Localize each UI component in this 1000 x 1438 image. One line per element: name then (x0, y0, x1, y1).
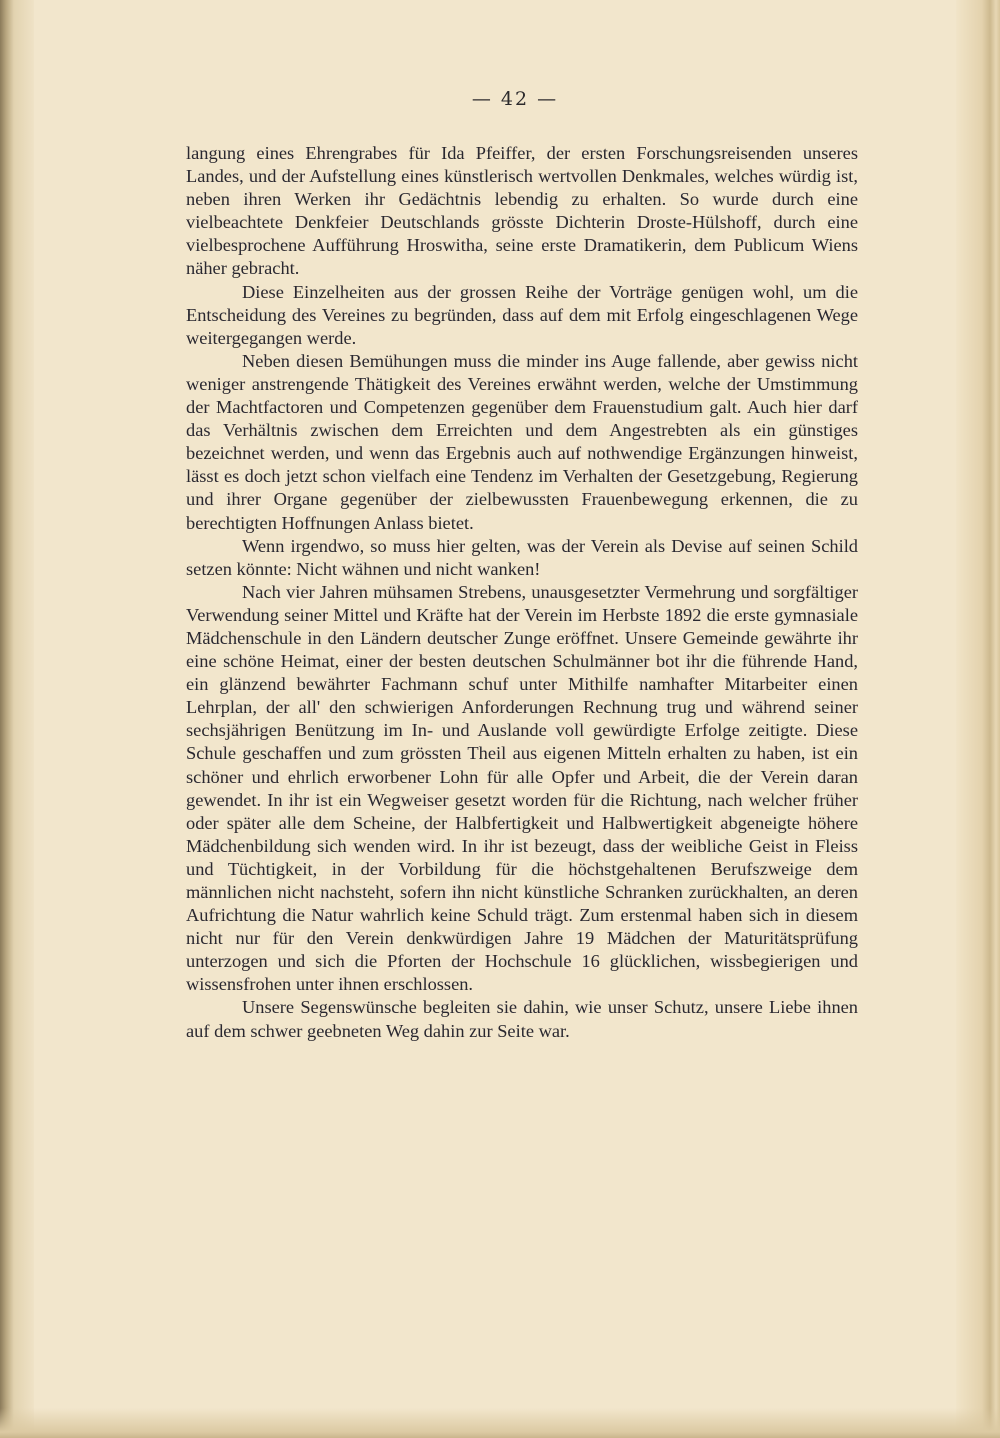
page-binding-edge (0, 0, 34, 1438)
paragraph: Wenn irgendwo, so muss hier gelten, was der Verein als Devise auf seinen Schild setzen könnte: Nicht wähnen und nicht wanken! (186, 535, 858, 579)
paragraph: langung eines Ehrengrabes für Ida Pfeiffer, der ersten Forschungsreisenden unseres Landes, und der Aufstellung eines künstlerisch wertvollen Denkmales, welches würdig ist, neben ihren Werken ihr Gedächtnis lebendig zu erhalten. So wurde durch eine vielbeachtete Denkfeier Deutschlands grösste Dichterin Droste-Hülshoff, durch eine vielbesprochene Aufführung Hroswitha, seine erste Dramatikerin, dem Publicum Wiens näher gebracht. (186, 143, 858, 279)
paragraph: Diese Einzelheiten aus der grossen Reihe der Vorträge genügen wohl, um die Entscheidung des Vereines zu begründen, dass auf dem mit Erfolg eingeschlagenen Wege weitergegangen werde. (186, 281, 858, 348)
paragraph: Neben diesen Bemühungen muss die minder ins Auge fallende, aber gewiss nicht weniger anstrengende Thätigkeit des Vereines erwähnt werden, welche der Umstimmung der Machtfactoren und Competenzen gegenüber dem Frauenstudium galt. Auch hier darf das Verhältnis zwischen dem Erreichten und dem Angestrebten als ein günstiges bezeichnet werden, und wenn das Ergebnis auch auf nothwendige Ergänzungen hinweist, lässt es doch jetzt schon vielfach eine Tendenz im Verhalten der Gesetzgebung, Regierung und ihrer Organe gegenüber der zielbewussten Frauenbewegung erkennen, die zu berechtigten Hoffnungen Anlass bietet. (186, 350, 858, 533)
page-fore-edge (956, 0, 1000, 1438)
page-bottom-edge (0, 1408, 1000, 1438)
paragraph: Nach vier Jahren mühsamen Strebens, unausgesetzter Vermehrung und sorgfältiger Verwendung seiner Mittel und Kräfte hat der Verein im Herbste 1892 die erste gymnasiale Mädchenschule in den Ländern deutscher Zunge eröffnet. Unsere Gemeinde gewährte ihr eine schöne Heimat, einer der besten deutschen Schulmänner bot ihr die führende Hand, ein glänzend bewährter Fachmann schuf unter Mithilfe namhafter Mitarbeiter einen Lehrplan, der all' den schwierigen Anforderungen Rechnung trug und während seiner sechsjährigen Benützung im In- und Auslande voll gewürdigte Erfolge zeitigte. Diese Schule geschaffen und zum grössten Theil aus eigenen Mitteln erhalten zu haben, ist ein schöner und ehrlich erworbener Lohn für alle Opfer und Arbeit, die der Verein daran gewendet. In ihr ist ein Wegweiser gesetzt worden für die Richtung, nach welcher früher oder später alle dem Scheine, der Halbfertigkeit und Halbwertigkeit abgeneigte höhere Mädchenbildung sich wenden wird. In ihr ist bezeugt, dass der weibliche Geist in Fleiss und Tüchtigkeit, in der Vorbildung für die höchstgehaltenen Berufszweige dem männlichen nicht nachsteht, sofern ihn nicht künstliche Schranken zurückhalten, an deren Aufrichtung die Natur wahrlich keine Schuld trägt. Zum erstenmal haben sich in diesem nicht nur für den Verein denkwürdigen Jahre 19 Mädchen der Maturitätsprüfung unterzogen und sich die Pforten der Hochschule 16 glücklichen, wissbegierigen und wissensfrohen unter ihnen erschlossen. (186, 581, 858, 995)
paragraph: Unsere Segenswünsche begleiten sie dahin, wie unser Schutz, unsere Liebe ihnen auf dem schwer geebneten Weg dahin zur Seite war. (186, 997, 858, 1041)
body-text (186, 142, 858, 1043)
page-number: — 42 — (471, 88, 559, 110)
